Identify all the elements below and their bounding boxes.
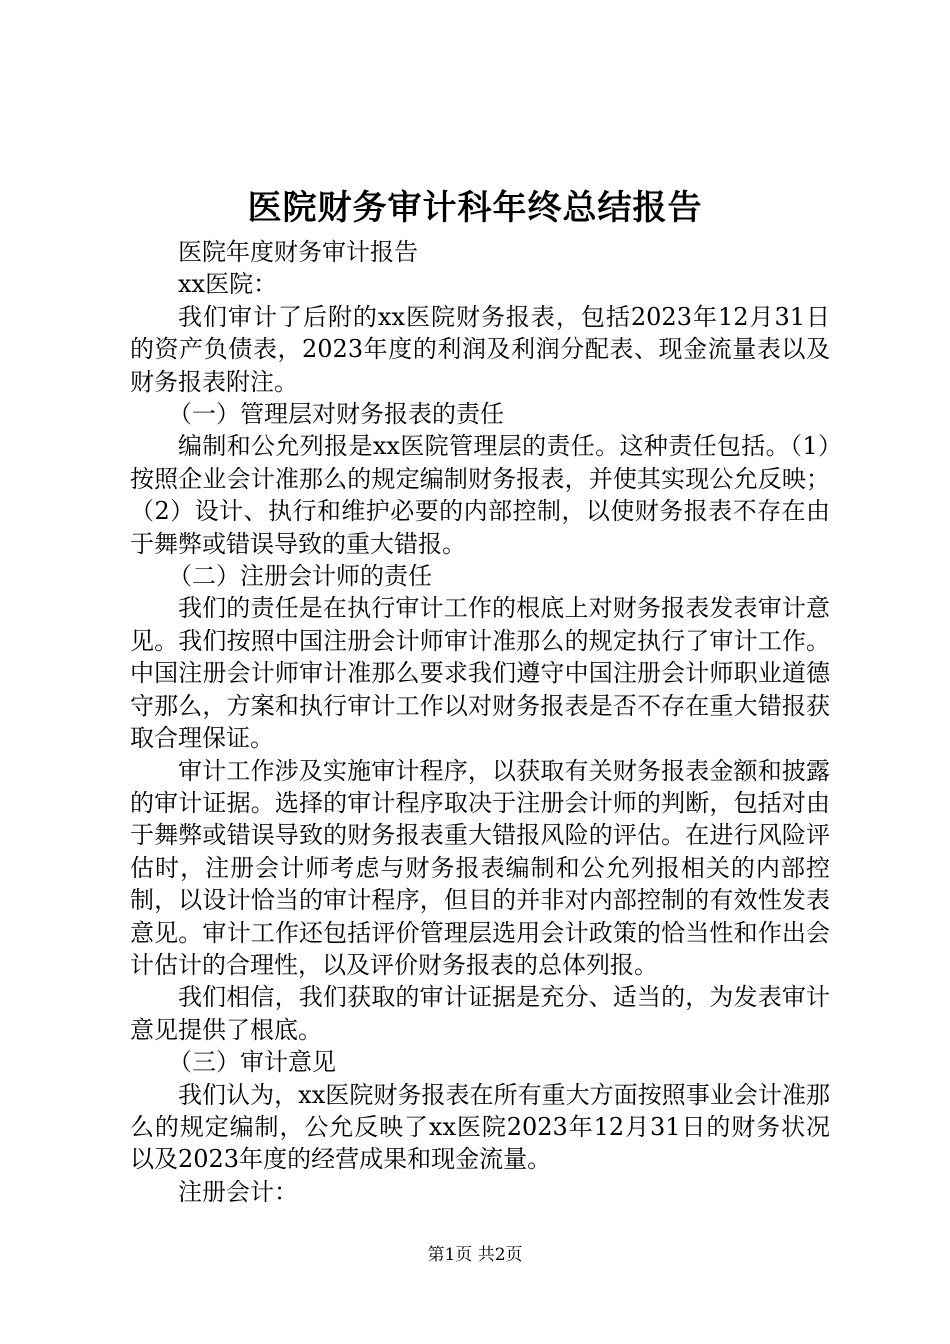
page-number-total: 共2页: [477, 1245, 523, 1265]
paragraph-auditor-responsibility: 我们的责任是在执行审计工作的根底上对财务报表发表审计意见。我们按照中国注册会计师审计准那么的规定执行了审计工作。中国注册会计师审计准那么要求我们遵守中国注册会计师职业道德守那么，方案和执行审计工作以对财务报表是否不存在重大错报获取合理保证。: [130, 594, 830, 753]
section-heading-opinion: （三）审计意见: [168, 1048, 336, 1077]
paragraph-opinion: 我们认为，xx医院财务报表在所有重大方面按照事业会计准那么的规定编制，公允反映了xx医院2023年12月31日的财务状况以及2023年度的经营成果和现金流量。: [130, 1080, 830, 1174]
section-heading-auditor: （二）注册会计师的责任: [168, 562, 432, 591]
section-heading-management: （一）管理层对财务报表的责任: [168, 400, 504, 429]
signature-line: 注册会计：: [178, 1177, 298, 1206]
page-footer: [0, 1243, 950, 1267]
paragraph-evidence: 我们相信，我们获取的审计证据是充分、适当的，为发表审计意见提供了根底。: [130, 983, 830, 1044]
document-body: [130, 236, 830, 1208]
report-subtitle: 医院年度财务审计报告: [178, 238, 418, 266]
document-title: 医院财务审计科年终总结报告: [247, 188, 703, 228]
paragraph-scope: 我们审计了后附的xx医院财务报表，包括2023年12月31日的资产负债表，2023年度的利润及利润分配表、现金流量表以及财务报表附注。: [130, 302, 830, 396]
paragraph-audit-procedures: 审计工作涉及实施审计程序，以获取有关财务报表金额和披露的审计证据。选择的审计程序取决于注册会计师的判断，包括对由于舞弊或错误导致的财务报表重大错报风险的评估。在进行风险评估时，注册会计师考虑与财务报表编制和公允列报相关的内部控制，以设计恰当的审计程序，但目的并非对内部控制的有效性发表意见。审计工作还包括评价管理层选用会计政策的恰当性和作出会计估计的合理性，以及评价财务报表的总体列报。: [130, 756, 830, 979]
paragraph-management-responsibility: 编制和公允列报是xx医院管理层的责任。这种责任包括。（1）按照企业会计准那么的规定编制财务报表，并使其实现公允反映；（2）设计、执行和维护必要的内部控制，以使财务报表不存在由于舞弊或错误导致的重大错报。: [130, 432, 830, 558]
addressee: xx医院：: [178, 270, 278, 299]
page-number-current: 第1页: [427, 1245, 473, 1265]
